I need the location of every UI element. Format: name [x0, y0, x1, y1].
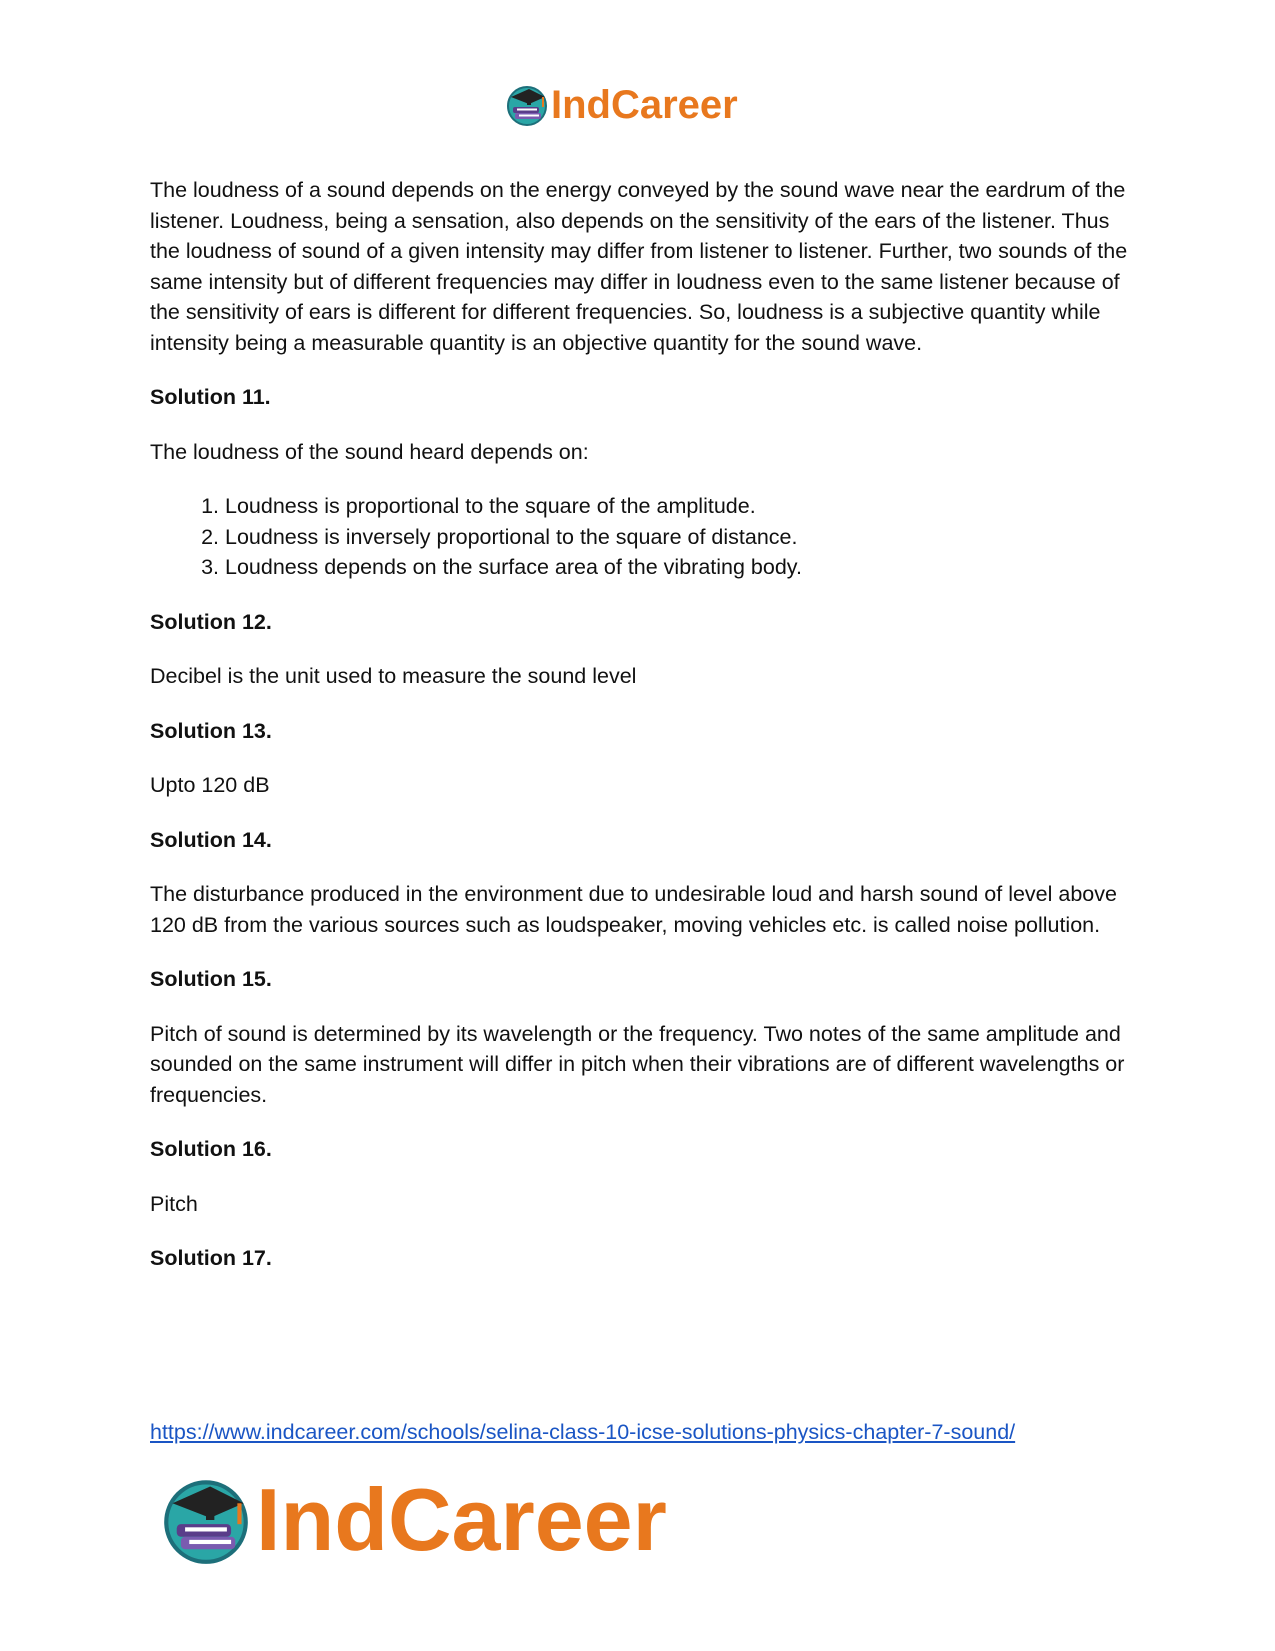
- solution-16-heading: Solution 16.: [150, 1137, 272, 1161]
- solution-14-text: The disturbance produced in the environment due to undesirable loud and harsh sound of level above 120 dB from the various sources such as loudspeaker, moving vehicles etc. is called noise pollution.: [150, 882, 1117, 937]
- source-link[interactable]: https://www.indcareer.com/schools/selina-class-10-icse-solutions-physics-chapter-7-sound/: [150, 1420, 1016, 1444]
- brand-name: IndCareer: [256, 1470, 667, 1569]
- solution-11-text: The loudness of the sound heard depends on:: [150, 439, 589, 464]
- intro-paragraph: The loudness of a sound depends on the energy conveyed by the sound wave near the eardrum of the listener. Loudness, being a sensation, also depends on the sensitivity of the ears of the listener. Thus the loudness of sound of a given intensity may differ from listener to listener. Further, two sounds of the same intensity but of different frequencies may differ in loudness even to the same listener because of the sensitivity of ears is different for different frequencies. So, loudness is a subjective quantity while intensity being a measurable quantity is an objective quantity for the sound wave.: [150, 178, 1128, 355]
- solution-11-heading: Solution 11.: [150, 385, 271, 409]
- graduation-cap-book-icon: [505, 83, 549, 127]
- solution-15-text: Pitch of sound is determined by its wavelength or the frequency. Two notes of the same amplitude and sounded on the same instrument will differ in pitch when their vibrations are of different wavelengths or frequencies.: [150, 1021, 1125, 1107]
- solution-14-heading: Solution 14.: [150, 827, 272, 852]
- list-item: 1. Loudness is proportional to the square of the amplitude.: [225, 491, 1130, 522]
- graduation-cap-book-icon: [160, 1474, 252, 1566]
- solution-15-heading: Solution 15.: [150, 967, 272, 991]
- solution-17-heading: Solution 17.: [150, 1246, 272, 1270]
- solution-13-heading: Solution 13.: [150, 718, 272, 743]
- solution-16-text: Pitch: [150, 1191, 198, 1216]
- header-logo: [505, 82, 795, 128]
- solution-11-list: [150, 491, 1130, 583]
- solution-12-heading: Solution 12.: [150, 609, 272, 634]
- solution-12-text: Decibel is the unit used to measure the sound level: [150, 664, 637, 688]
- document-body: [150, 175, 1130, 1298]
- footer-logo: [160, 1472, 720, 1568]
- brand-name: IndCareer: [551, 82, 738, 127]
- list-item: 2. Loudness is inversely proportional to the square of distance.: [225, 522, 1130, 553]
- solution-13-text: Upto 120 dB: [150, 773, 270, 797]
- list-item: 3. Loudness depends on the surface area of the vibrating body.: [225, 552, 1130, 583]
